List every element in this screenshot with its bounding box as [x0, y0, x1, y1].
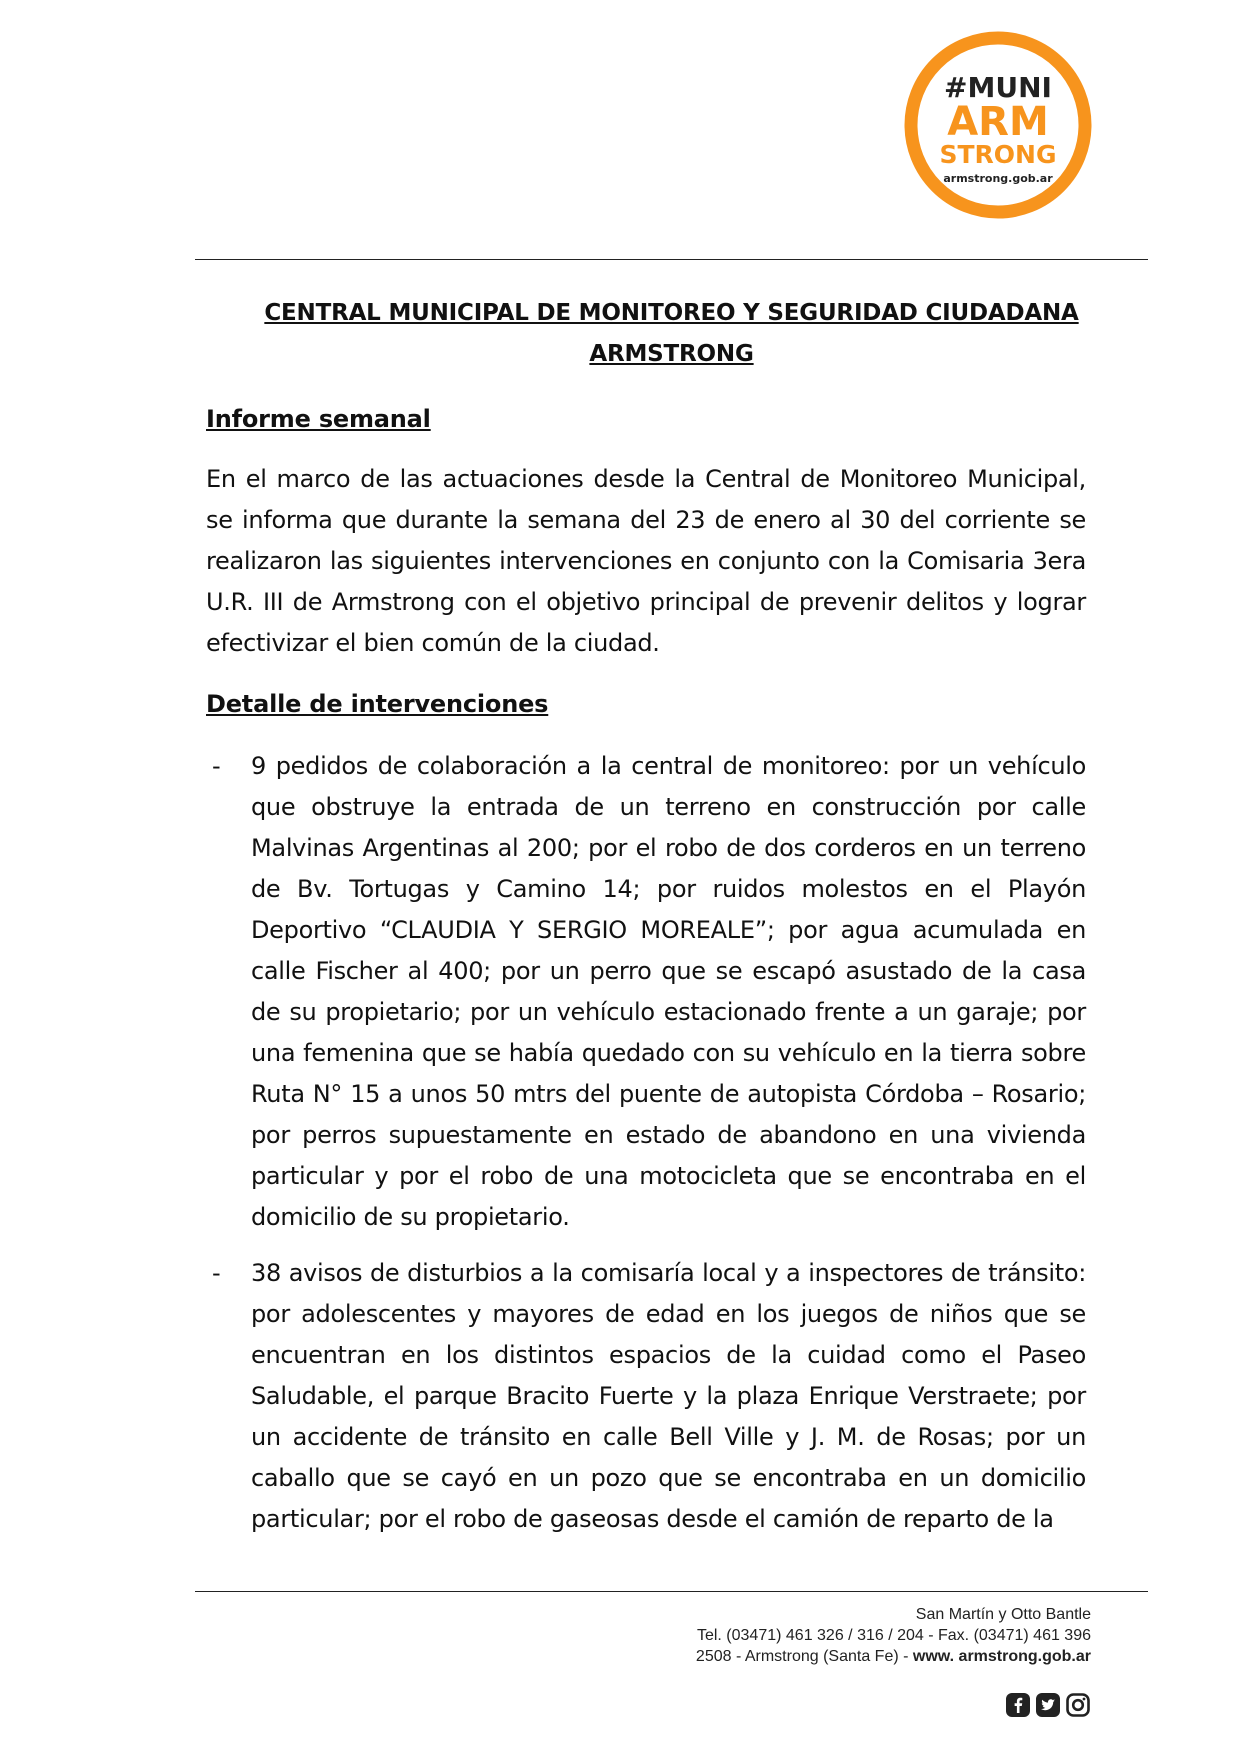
list-item-text: 38 avisos de disturbios a la comisaría local y a inspectores de tránsito: por adolescentes y mayores de edad en los juegos de niños que se encuentran en los distintos espacios de la cuidad como el Paseo Saludable, el parque Bracito Fuerte y la plaza Enrique Verstraete; por un accidente de tránsito en calle Bell Ville y J. M. de Rosas; por un caballo que se cayó en un pozo que se encontraba en un domicilio particular; por el robo de gaseosas desde el camión de reparto de la — [251, 1259, 1086, 1533]
footer-website: www. armstrong.gob.ar — [912, 1648, 1091, 1665]
footer-address: San Martín y Otto Bantle — [915, 1606, 1091, 1623]
twitter-icon[interactable] — [1035, 1692, 1061, 1718]
facebook-icon[interactable] — [1005, 1692, 1031, 1718]
instagram-icon[interactable] — [1065, 1692, 1091, 1718]
footer-city: 2508 - Armstrong (Santa Fe) - — [695, 1648, 913, 1665]
document-title-line1: CENTRAL MUNICIPAL DE MONITOREO Y SEGURIDAD CIUDADANA — [264, 300, 1079, 326]
intro-paragraph: En el marco de las actuaciones desde la Central de Monitoreo Municipal, se informa que durante la semana del 23 de enero al 30 del corriente se realizaron las siguientes intervenciones en conjunto con la Comisaria 3era U.R. III de Armstrong con el objetivo principal de prevenir delitos y lograr efectivizar el bien común de la ciudad. — [206, 465, 1086, 657]
section-heading-informe: Informe semanal — [206, 405, 431, 433]
section-heading-detalle: Detalle de intervenciones — [206, 690, 549, 718]
logo-line2: ARM — [947, 99, 1049, 145]
footer-divider — [195, 1591, 1148, 1592]
logo-line3: STRONG — [939, 140, 1057, 169]
list-item-text: 9 pedidos de colaboración a la central de monitoreo: por un vehículo que obstruye la entrada de un terreno en construcción por calle Malvinas Argentinas al 200; por el robo de dos corderos en un terreno de Bv. Tortugas y Camino 14; por ruidos molestos en el Playón Deportivo “CLAUDIA Y SERGIO MOREALE”; por agua acumulada en calle Fischer al 400; por un perro que se escapó asustado de la casa de su propietario; por un vehículo estacionado frente a un garaje; por una femenina que se había quedado con su vehículo en la tierra sobre Ruta N° 15 a unos 50 mtrs del puente de autopista Córdoba – Rosario; por perros supuestamente en estado de abandono en una vivienda particular y por el robo de una motocicleta que se encontraba en el domicilio de su propietario. — [251, 752, 1086, 1231]
list-item — [206, 746, 1086, 1238]
header-divider — [195, 259, 1148, 260]
municipal-logo — [904, 31, 1092, 219]
footer-city-line — [696, 1646, 1091, 1667]
bullet-dash: - — [212, 752, 221, 780]
social-icons — [1005, 1692, 1091, 1718]
logo-domain: armstrong.gob.ar — [943, 172, 1053, 185]
bullet-dash: - — [212, 1259, 221, 1287]
document-title-line2: ARMSTRONG — [589, 341, 754, 367]
list-item — [206, 1253, 1086, 1540]
footer-phones: Tel. (03471) 461 326 / 316 / 204 - Fax. (03471) 461 396 — [696, 1627, 1091, 1644]
logo-line1: #MUNI — [944, 71, 1052, 104]
